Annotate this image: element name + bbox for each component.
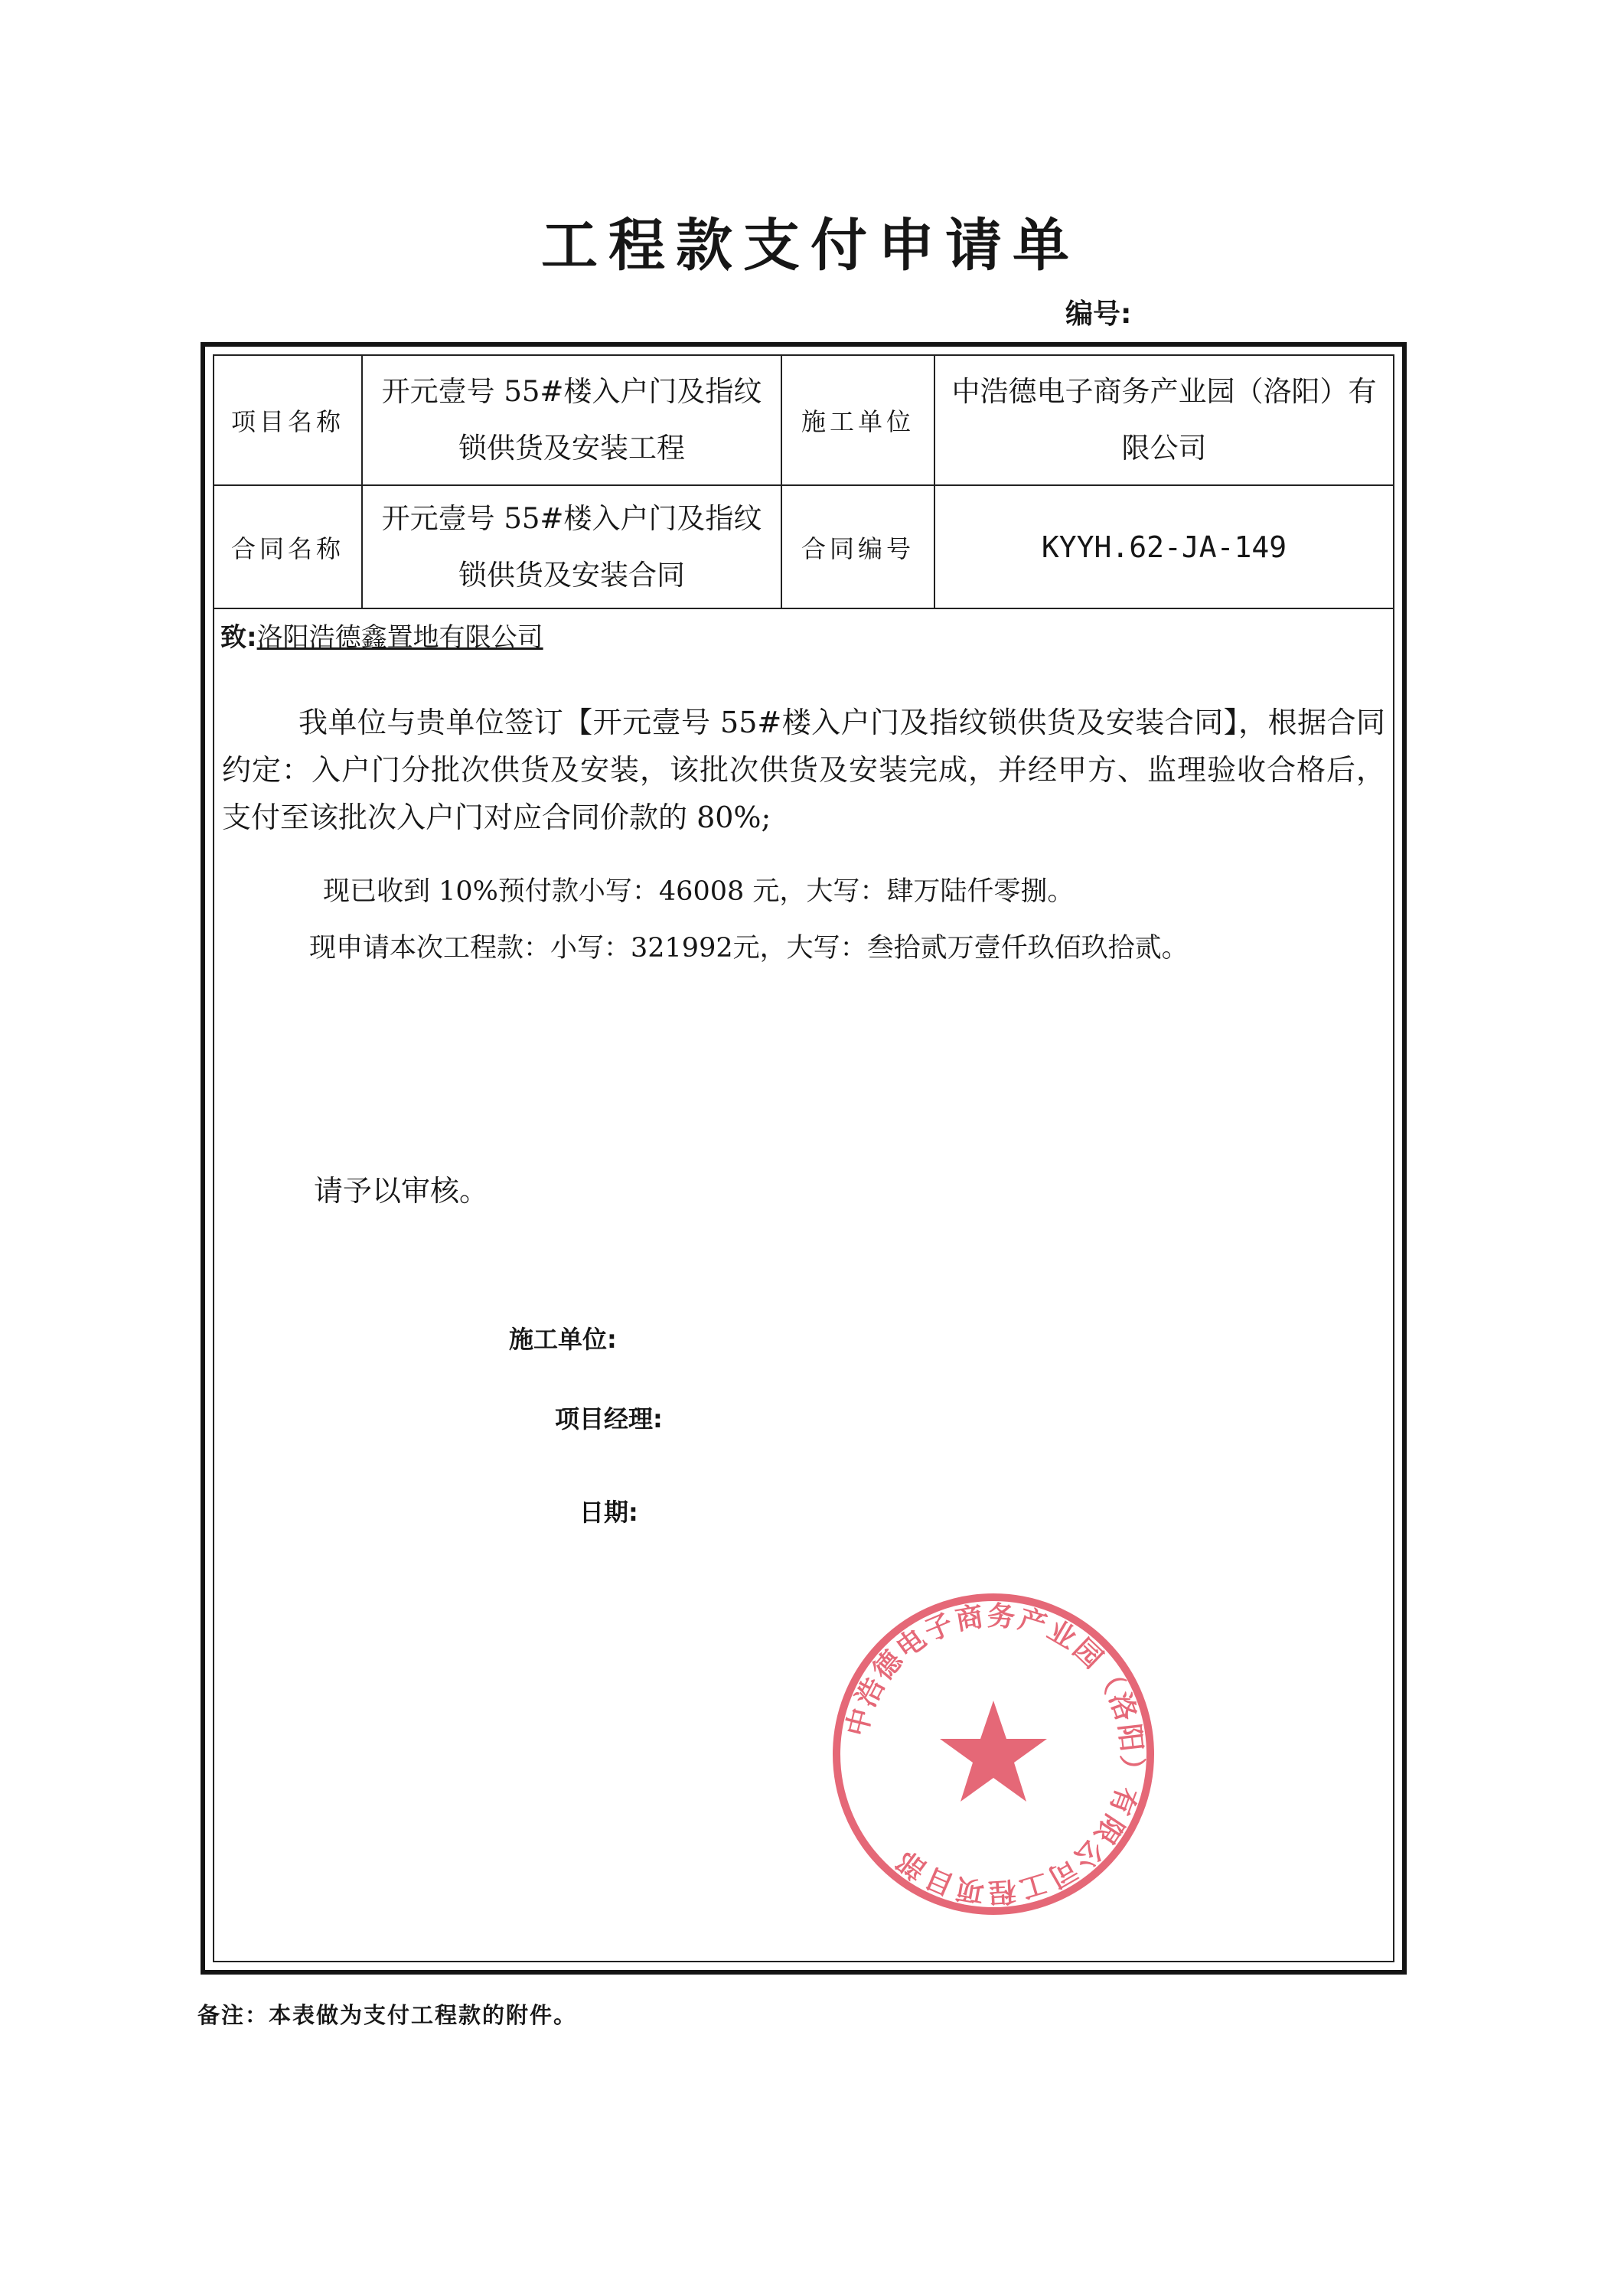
seal-text: 中浩德电子商务产业园（洛阳）有限公司工程项目部 (841, 1600, 1147, 1908)
signature-date-label: 日期: (579, 1498, 638, 1527)
contract-name-value: 开元壹号 55#楼入户门及指纹锁供货及安装合同 (363, 486, 782, 609)
serial-number-label: 编号: (1065, 298, 1132, 330)
document-title: 工程款支付申请单 (541, 213, 1080, 279)
contract-number-value: KYYH.62-JA-149 (935, 486, 1393, 609)
project-name-value: 开元壹号 55#楼入户门及指纹锁供货及安装工程 (363, 356, 782, 486)
signature-contractor-label: 施工单位: (509, 1325, 617, 1354)
closing-text: 请予以审核。 (314, 1174, 489, 1208)
contractor-label: 施工单位 (782, 356, 935, 486)
body-paragraph: 我单位与贵单位签订【开元壹号 55#楼入户门及指纹锁供货及安装合同】，根据合同约定：入户门分批次供货及安装，该批次供货及安装完成，并经甲方、监理验收合格后， 支付至该批次入户门对应合同价款的 80%; (222, 706, 1385, 834)
form-frame (201, 342, 1407, 1975)
addressee-name: 洛阳浩德鑫置地有限公司 (256, 622, 543, 653)
request-amount-line: 现申请本次工程款：小写：321992元，大写：叁拾贰万壹仟玖佰玖拾贰。 (309, 933, 1189, 964)
addressee (220, 616, 543, 654)
seal-star-icon (940, 1701, 1047, 1802)
addressee-label: 致: (220, 622, 257, 653)
project-name-label: 项目名称 (214, 356, 363, 486)
received-amount-line: 现已收到 10%预付款小写：46008 元，大写：肆万陆仟零捌。 (323, 876, 1075, 907)
signature-manager-label: 项目经理: (555, 1404, 663, 1433)
footnote: 备注：本表做为支付工程款的附件。 (197, 2002, 578, 2028)
contract-number-label: 合同编号 (782, 486, 935, 609)
info-table (214, 356, 1393, 609)
contract-name-label: 合同名称 (214, 486, 363, 609)
contractor-value: 中浩德电子商务产业园（洛阳）有限公司 (935, 356, 1393, 486)
form-inner-border (213, 354, 1394, 1962)
company-seal-stamp (825, 1586, 1162, 1923)
